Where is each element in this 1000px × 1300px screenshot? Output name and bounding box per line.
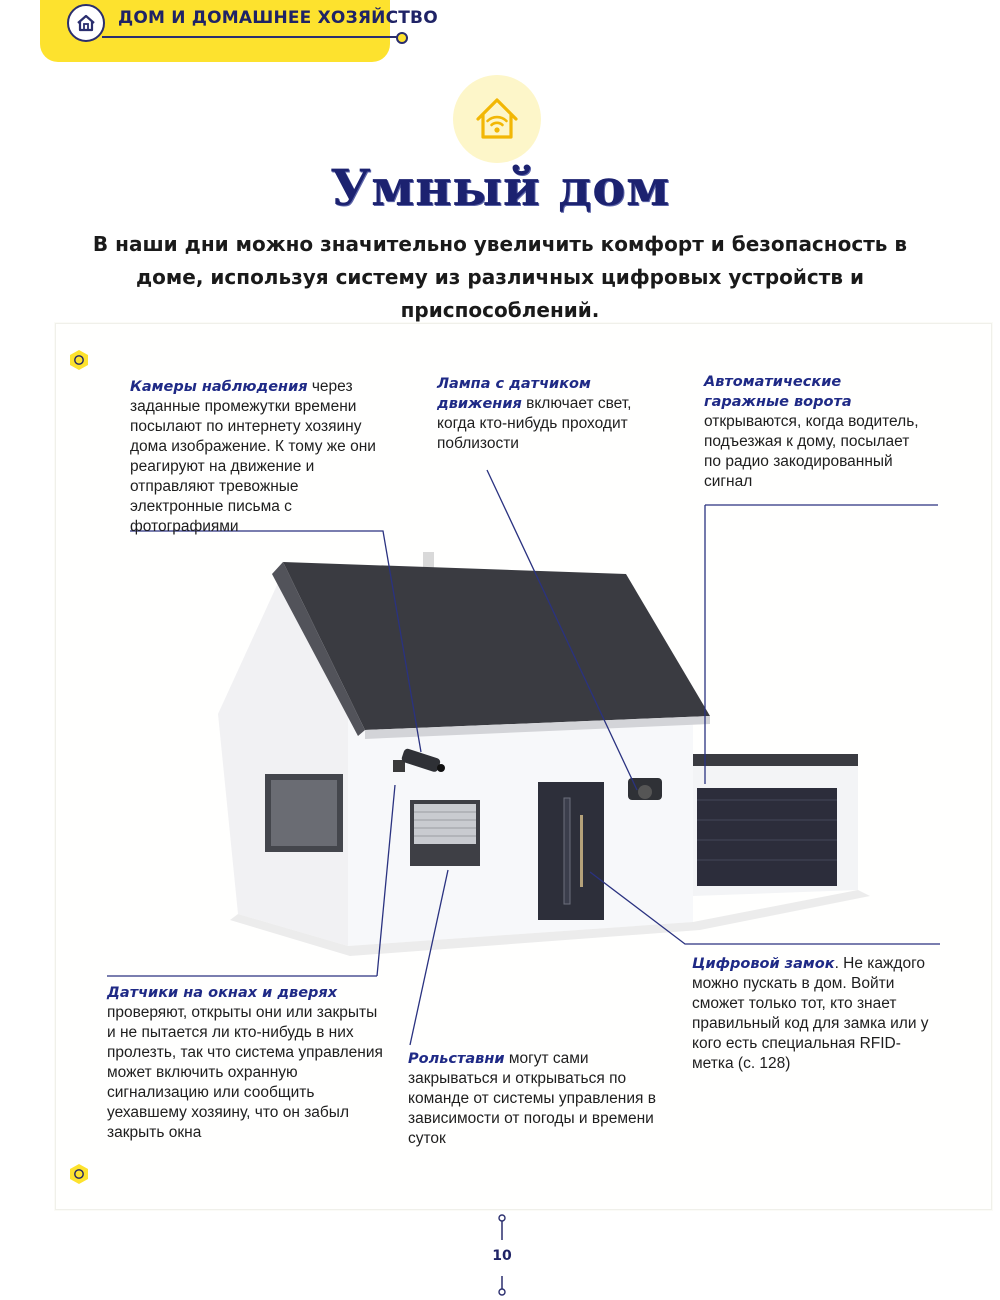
callout-term: Цифровой замок bbox=[692, 956, 835, 972]
callout-body: через заданные промежутки времени посылают по интернету хозяину дома изображение. К тому же они реагируют на движение и отправляют тревожные электронные письма с фотографиями bbox=[130, 378, 376, 535]
callout-body: могут сами закрываться и открываться по команде от системы управления в зависимости от погоды и времени суток bbox=[408, 1050, 656, 1147]
callout-term: Лампа с датчиком движения bbox=[437, 376, 591, 412]
callout-term: Датчики на окнах и дверях bbox=[107, 985, 338, 1001]
callout-term: Рольставни bbox=[408, 1051, 505, 1067]
callout-term: Автоматические гаражные ворота bbox=[704, 374, 852, 410]
section-label: ДОМ И ДОМАШНЕЕ ХОЗЯЙСТВО bbox=[118, 8, 438, 28]
callout-term: Камеры наблюдения bbox=[130, 379, 308, 395]
intro-text: В наши дни можно значительно увеличить комфорт и безопасность в доме, используя систему из различных цифровых устройств и приспособлений. bbox=[92, 232, 908, 322]
page-title: Умный дом bbox=[330, 158, 670, 217]
callout-body: открываются, когда водитель, подъезжая к дому, посылает по радио закодированный сигнал bbox=[704, 413, 919, 490]
page-number: 10 bbox=[492, 1248, 512, 1264]
callout-body: проверяют, открыты они или закрыты и не пытается ли кто-нибудь в них пролезть, так что система управления может включить охранную сигнализацию или сообщить уехавшему хозяину, что он забыл закрыть окна bbox=[107, 1004, 383, 1141]
callout-body: . Не каждого можно пускать в дом. Войти сможет только тот, кто знает правильный код для замка или у кого есть специальная RFID-метка (с. 128) bbox=[692, 955, 929, 1072]
callout-body: включает свет, когда кто-нибудь проходит поблизости bbox=[437, 395, 632, 452]
